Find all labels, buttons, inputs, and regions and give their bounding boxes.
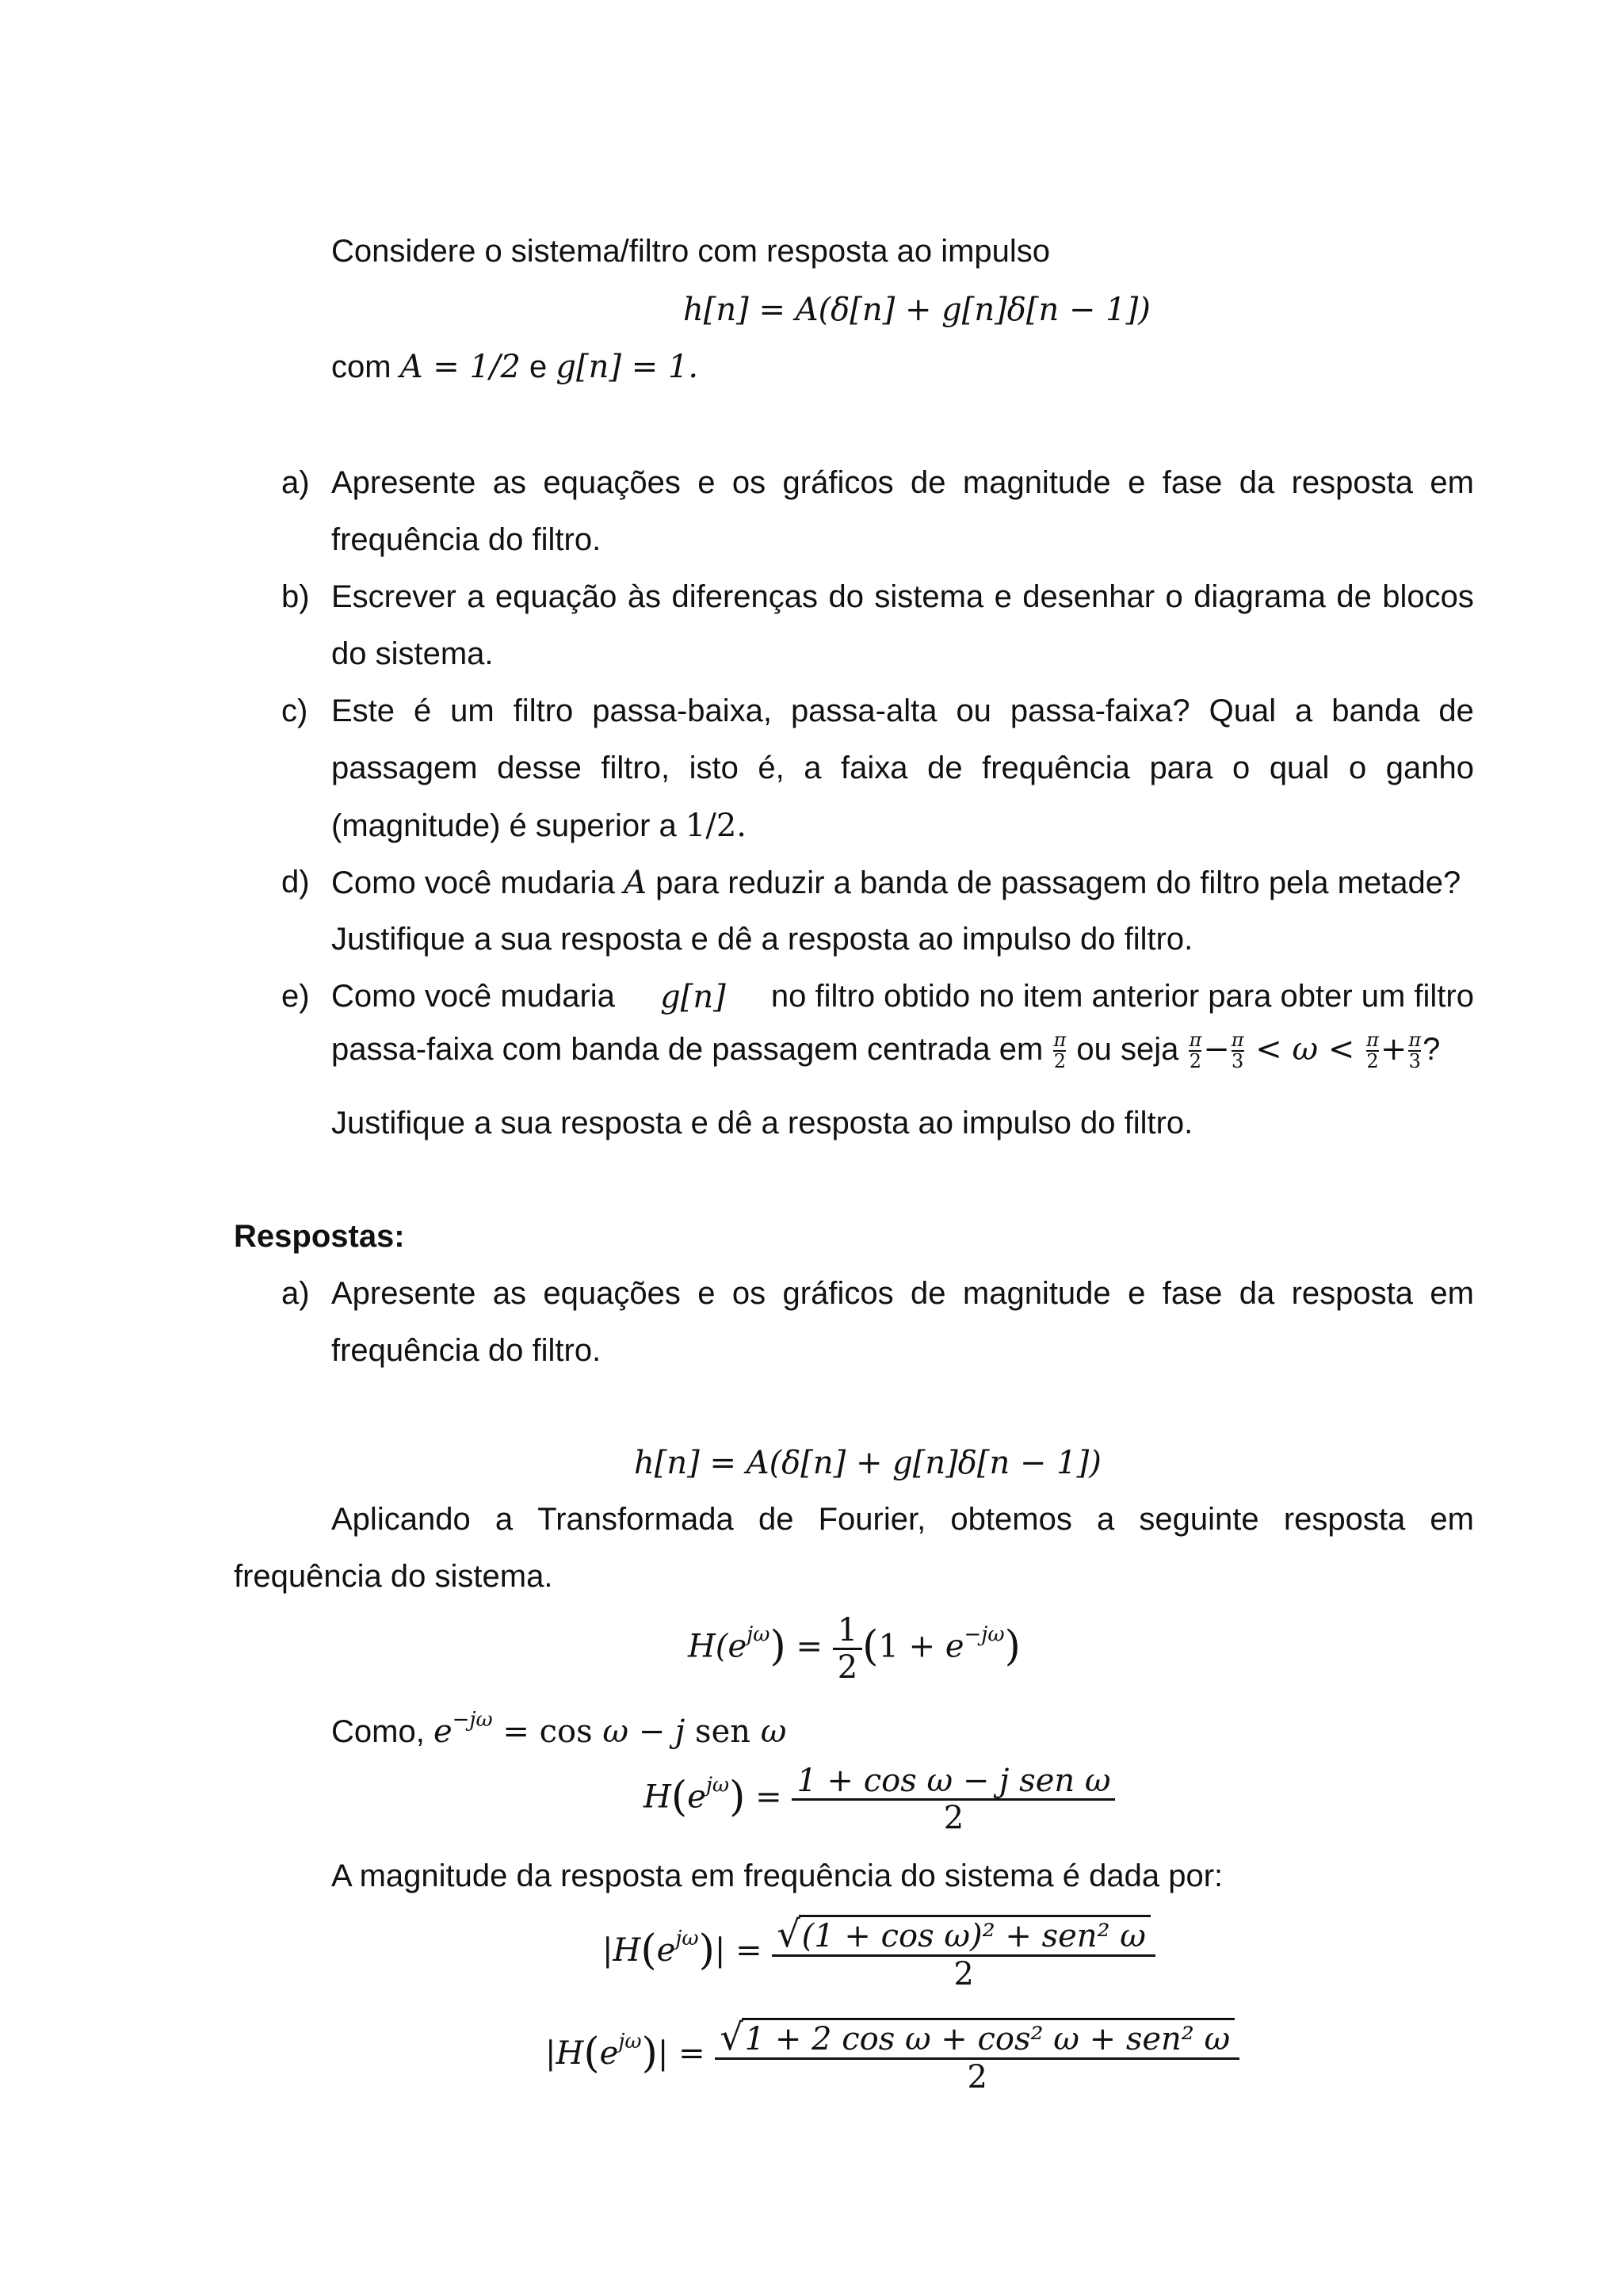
question-a-line2: frequência do filtro. [331,522,601,557]
magnitude-text: A magnitude da resposta em frequência do sistema é dada por: [331,1859,1224,1893]
text: Como você mudaria [331,865,615,900]
impulse-response-equation: h[n] = A(δ[n] + g[n]δ[n − 1]) [683,292,1151,328]
intro-parameters [331,349,698,385]
frequency-response-expanded: $H(e^{j\omega})$ = $\frac{\text{1 + cos ω − j sen ω}}{2}$ [643,1763,1115,1836]
magnitude-equation-1: $|H(e^{j\omega})|$ = $\frac{\text{√(1 + cos ω)² + sen² ω}}{2}$ [602,1914,1155,1992]
pi-over-2: $\frac{\pi}{2}$ [1053,1029,1067,1073]
question-b-line1: Escrever a equação às diferenças do sistema e desenhar o diagrama de blocos [331,579,1474,614]
question-b-label: b) [281,579,310,614]
euler-line [331,1708,786,1750]
answer-a-line1: Apresente as equações e os gráficos de magnitude e fase da resposta em [331,1276,1474,1311]
magnitude-equation-2: $|H(e^{j\omega})|$ = $\frac{\text{√1 + 2 cos ω + cos² ω + sen² ω}}{2}$ [545,2017,1239,2095]
pi-over-2: $\frac{\pi}{2}$ [1366,1029,1379,1073]
pi-over-2: $\frac{\pi}{2}$ [1189,1029,1202,1073]
text: para reduzir a banda de passagem do filtro pela metade? [655,865,1461,900]
question-d-line1 [331,865,1461,901]
question-d-line2: Justifique a sua resposta e dê a resposta ao impulso do filtro. [331,922,1193,957]
paragraph-fourier-line1: Aplicando a Transformada de Fourier, obtemos a seguinte resposta em [331,1502,1474,1537]
question-e-line3: Justifique a sua resposta e dê a resposta ao impulso do filtro. [331,1106,1193,1140]
paragraph-fourier-line2: frequência do sistema. [234,1559,553,1594]
question-b-line2: do sistema. [331,636,494,671]
text: ou seja [1076,1031,1179,1067]
question-c-line1: Este é um filtro passa-baixa, passa-alta ou passa-faixa? Qual a banda de [331,693,1474,728]
question-a-label: a) [281,465,310,500]
var-g: g[n] [660,979,726,1015]
text: no filtro obtido no item anterior para obter um filtro [770,979,1474,1014]
question-d-label: d) [281,865,310,900]
question-e-label: e) [281,979,310,1014]
question-c-line2: passagem desse filtro, isto é, a faixa de frequência para o qual o ganho [331,751,1474,785]
answers-heading: Respostas: [234,1219,405,1254]
intro-line: Considere o sistema/filtro com resposta ao impulso [331,234,1051,269]
answer-a-line2: frequência do filtro. [331,1333,601,1368]
text: (magnitude) é superior a [331,808,677,843]
text: passa-faixa com banda de passagem centrada em [331,1031,1044,1067]
question-e-line2: passa-faixa com banda de passagem centrada em $\frac{\pi}{2}$ ou seja $\frac{\pi}{2}$ − $\frac{\pi}{3}$ < ω < $\frac{\pi}{2}$ + $\frac{\pi}{3}$ ? [331,1029,1441,1073]
impulse-response-equation: h[n] = A(δ[n] + g[n]δ[n − 1]) [634,1445,1102,1481]
question-c-label: c) [281,693,308,728]
var-a: A [624,865,647,901]
euler-formula: $e^{-j\omega} = \cos \omega - j$ sen ω [433,1708,787,1750]
frequency-response-equation: $H(e^{j\omega})$ = $\frac{1}{2}$ $(1 + e^{-j\omega})$ [688,1612,1021,1686]
text: com [331,350,391,384]
pi-over-3: $\frac{\pi}{3}$ [1408,1029,1422,1073]
text: Como, [331,1714,425,1749]
question-e-line1 [331,979,1474,1015]
a-value: A = 1/2 [399,349,521,385]
text: e [529,350,548,384]
pi-over-3: $\frac{\pi}{3}$ [1231,1029,1244,1073]
answer-a-label: a) [281,1276,310,1311]
half-value: 1/2. [685,808,747,844]
text: Como você mudaria [331,979,615,1014]
question-a-line1: Apresente as equações e os gráficos de magnitude e fase da resposta em [331,465,1474,500]
question-c-line3 [331,808,747,844]
g-value: g[n] = 1. [556,349,699,385]
